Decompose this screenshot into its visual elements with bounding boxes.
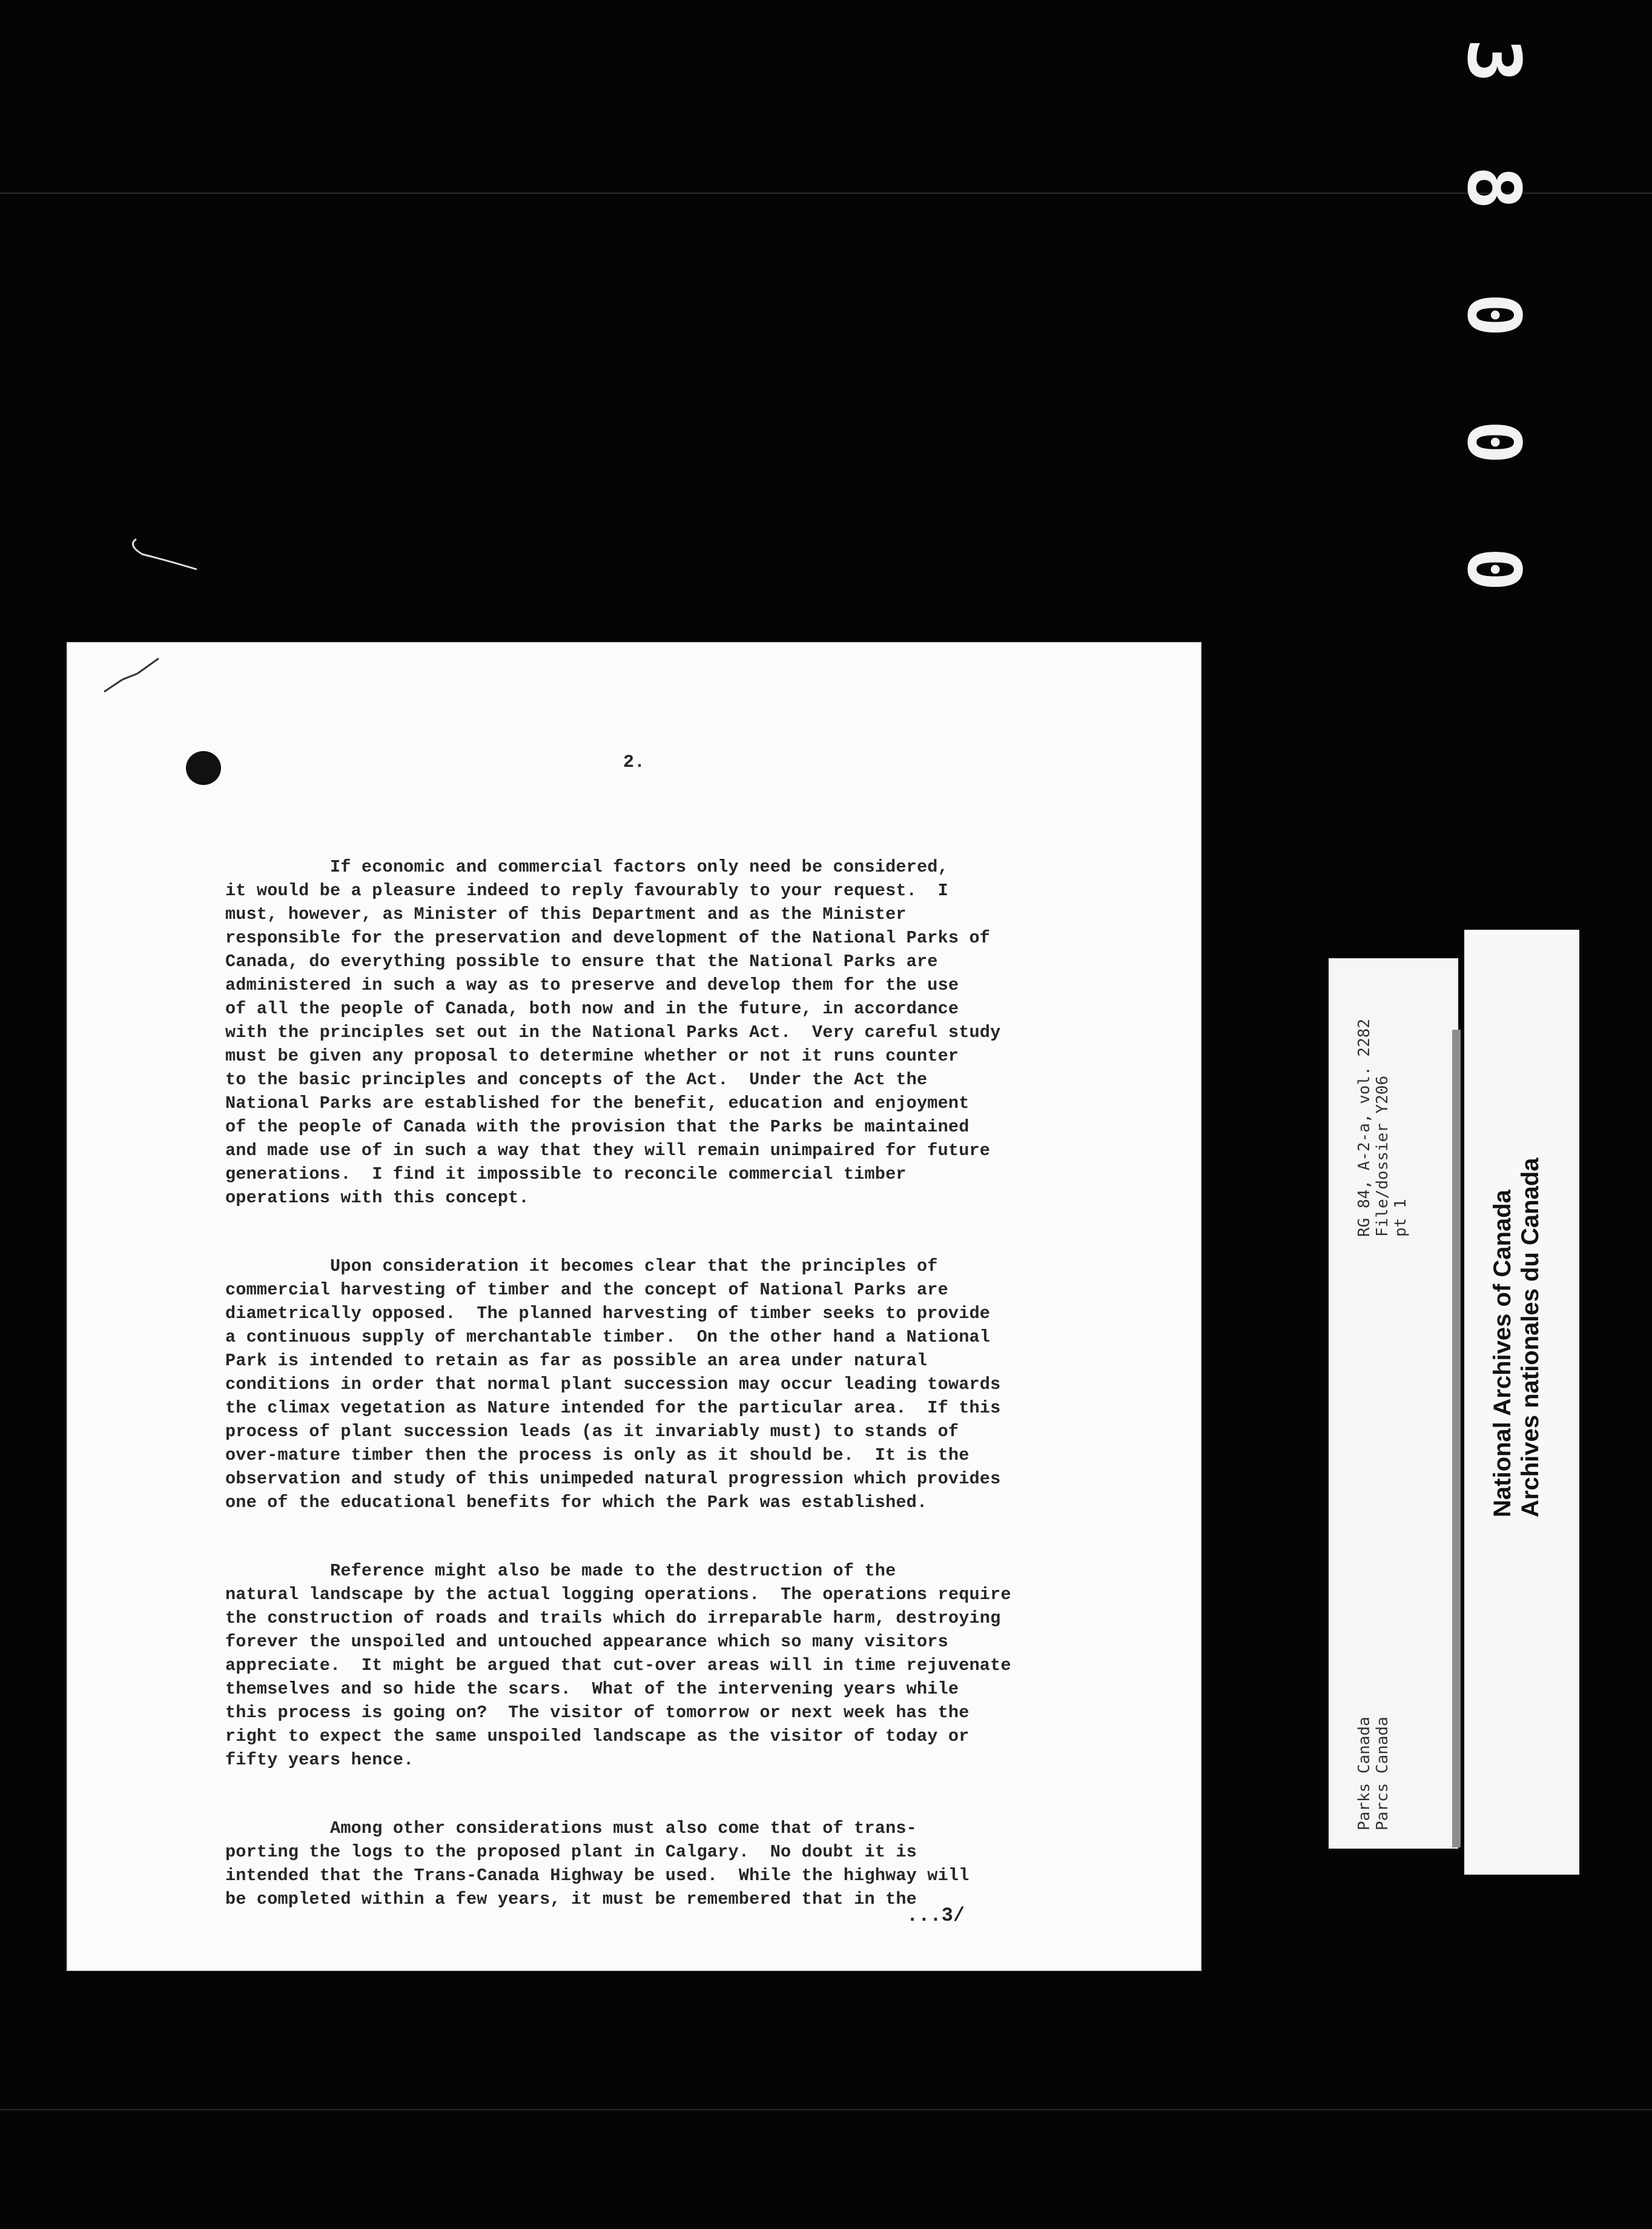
text-line: generations. I find it impossible to reconcile commercial timber xyxy=(225,1164,907,1184)
text-line: forever the unspoiled and untouched appearance which so many visitors xyxy=(225,1632,948,1652)
text-line: fifty years hence. xyxy=(225,1750,414,1770)
frame-digit: 0 xyxy=(1451,420,1535,465)
reference-block xyxy=(1355,970,1410,1237)
corner-mark xyxy=(92,655,165,704)
archive-names xyxy=(1488,1158,1544,1517)
text-line: Among other considerations must also come that of trans- xyxy=(225,1818,917,1838)
text-line: Reference might also be made to the destruction of the xyxy=(225,1561,896,1581)
text-line: Canada, do everything possible to ensure that the National Parks are xyxy=(225,952,938,972)
text-line: must be given any proposal to determine whether or not it runs counter xyxy=(225,1046,959,1066)
agency-block xyxy=(1355,1717,1392,1830)
text-line: intended that the Trans-Canada Highway be used. While the highway will xyxy=(225,1866,970,1886)
text-line: Upon consideration it becomes clear that the principles of xyxy=(225,1256,938,1276)
text-line: If economic and commercial factors only need be considered, xyxy=(225,857,948,877)
continuation-marker: ...3/ xyxy=(907,1904,965,1927)
paragraph xyxy=(225,855,1194,1210)
text-line: operations with this concept. xyxy=(225,1188,529,1208)
frame-number xyxy=(1451,24,1535,606)
text-line: to the basic principles and concepts of the Act. Under the Act the xyxy=(225,1070,928,1090)
scan-line xyxy=(0,2109,1652,2110)
archive-name-en: National Archives of Canada xyxy=(1489,1190,1516,1517)
text-line: be completed within a few years, it must be remembered that in the xyxy=(225,1889,917,1909)
text-line: Park is intended to retain as far as possible an area under natural xyxy=(225,1351,928,1371)
paragraph xyxy=(225,1559,1194,1772)
text-line: responsible for the preservation and development of the National Parks of xyxy=(225,928,991,948)
frame-digit: 8 xyxy=(1451,165,1535,210)
letter-body xyxy=(225,855,1194,1956)
text-line: of all the people of Canada, both now and in the future, in accordance xyxy=(225,999,959,1019)
archive-reference-label xyxy=(1329,958,1458,1849)
reference-line: pt 1 xyxy=(1392,1199,1410,1237)
text-line: porting the logs to the proposed plant in Calgary. No doubt it is xyxy=(225,1842,917,1862)
text-line: it would be a pleasure indeed to reply favourably to your request. I xyxy=(225,881,948,901)
text-line: of the people of Canada with the provision that the Parks be maintained xyxy=(225,1117,970,1137)
agency-name: Parks Canada xyxy=(1355,1717,1373,1830)
text-line: one of the educational benefits for which the Park was established. xyxy=(225,1492,928,1512)
agency-name: Parcs Canada xyxy=(1373,1717,1392,1830)
text-line: and made use of in such a way that they will remain unimpaired for future xyxy=(225,1141,991,1161)
text-line: conditions in order that normal plant succession may occur leading towards xyxy=(225,1374,1001,1394)
text-line: natural landscape by the actual logging operations. The operations require xyxy=(225,1585,1011,1605)
page-number: 2. xyxy=(623,752,645,773)
text-line: over-mature timber then the process is only as it should be. It is the xyxy=(225,1445,970,1465)
text-line: observation and study of this unimpeded natural progression which provides xyxy=(225,1469,1001,1489)
text-line: must, however, as Minister of this Department and as the Minister xyxy=(225,904,907,924)
text-line: commercial harvesting of timber and the concept of National Parks are xyxy=(225,1280,948,1300)
frame-digit: 0 xyxy=(1451,293,1535,337)
paragraph xyxy=(225,1817,1194,1911)
reference-line: File/dossier Y206 xyxy=(1373,1075,1392,1237)
document-page xyxy=(68,643,1200,1970)
text-line: with the principles set out in the National Parks Act. Very careful study xyxy=(225,1022,1001,1042)
text-line: administered in such a way as to preserve and develop them for the use xyxy=(225,975,959,995)
reference-line: RG 84, A-2-a, vol. 2282 xyxy=(1355,1018,1373,1237)
text-line: the climax vegetation as Nature intended for the particular area. If this xyxy=(225,1398,1001,1418)
text-line: a continuous supply of merchantable timber. On the other hand a National xyxy=(225,1327,991,1347)
national-archives-label xyxy=(1464,930,1579,1875)
film-scratch-mark xyxy=(124,533,209,575)
text-line: appreciate. It might be argued that cut-over areas will in time rejuvenate xyxy=(225,1655,1011,1675)
text-line: right to expect the same unspoiled landscape as the visitor of today or xyxy=(225,1726,970,1746)
text-line: National Parks are established for the benefit, education and enjoyment xyxy=(225,1093,970,1113)
scan-line xyxy=(0,193,1652,194)
text-line: diametrically opposed. The planned harvesting of timber seeks to provide xyxy=(225,1303,991,1323)
frame-digit: 3 xyxy=(1451,38,1535,83)
label-divider-strip xyxy=(1452,1030,1461,1847)
text-line: process of plant succession leads (as it invariably must) to stands of xyxy=(225,1422,959,1442)
text-line: themselves and so hide the scars. What of the intervening years while xyxy=(225,1679,959,1699)
text-line: this process is going on? The visitor of tomorrow or next week has the xyxy=(225,1703,970,1723)
text-line: the construction of roads and trails which do irreparable harm, destroying xyxy=(225,1608,1001,1628)
frame-digit: 0 xyxy=(1451,547,1535,592)
paragraph xyxy=(225,1254,1194,1514)
archive-name-fr: Archives nationales du Canada xyxy=(1517,1158,1544,1517)
